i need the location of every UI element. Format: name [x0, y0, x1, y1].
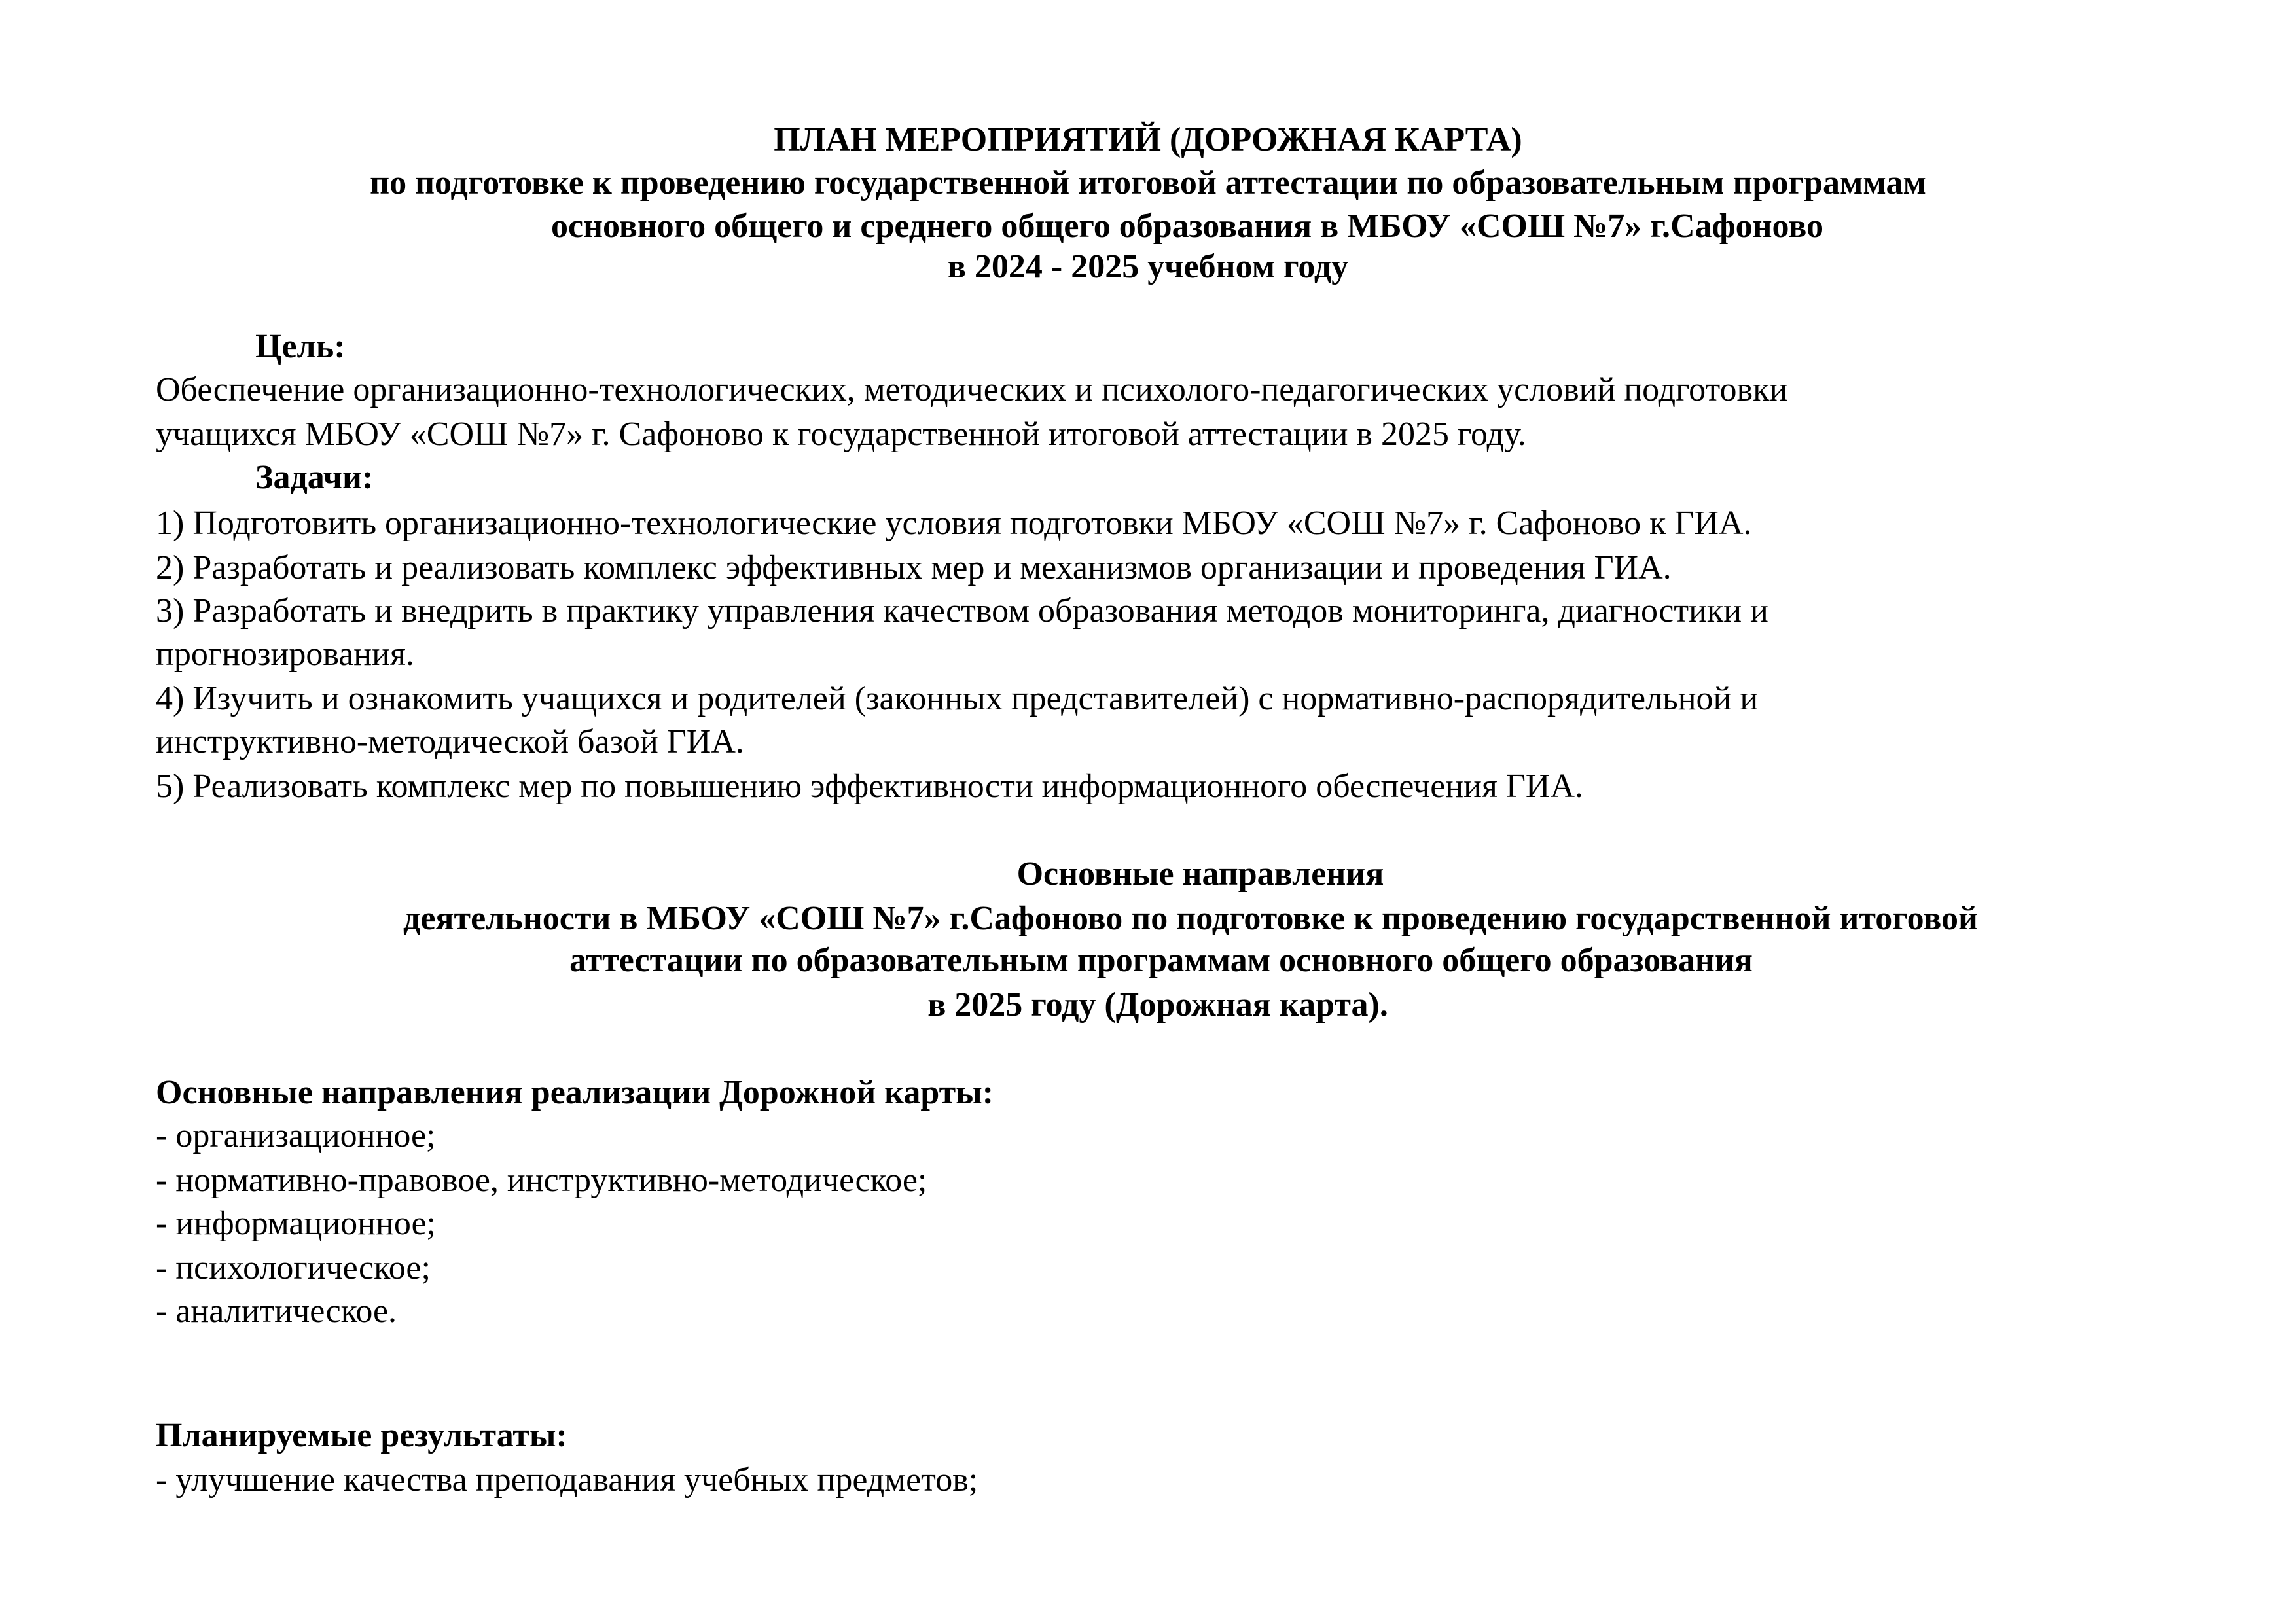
- direction-item: - информационное;: [156, 1205, 436, 1242]
- directions-subtitle-line-1: деятельности в МБОУ «СОШ №7» г.Сафоново по подготовке к проведению государственной итоговой: [403, 900, 1978, 937]
- task-item: 2) Разработать и реализовать комплекс эффективных мер и механизмов организации и проведения ГИА.: [156, 549, 1672, 586]
- task-item: 4) Изучить и ознакомить учащихся и родителей (законных представителей) с нормативно-распорядительной и: [156, 680, 1759, 717]
- document-title: ПЛАН МЕРОПРИЯТИЙ (ДОРОЖНАЯ КАРТА): [774, 121, 1522, 158]
- task-item: 5) Реализовать комплекс мер по повышению эффективности информационного обеспечения ГИА.: [156, 768, 1584, 805]
- direction-item: - организационное;: [156, 1117, 436, 1154]
- directions-list-heading: Основные направления реализации Дорожной карты:: [156, 1074, 994, 1111]
- goal-text-line-1: Обеспечение организационно-технологических, методических и психолого-педагогических условий подготовки: [156, 371, 1788, 408]
- document-subtitle-line-1: по подготовке к проведению государственной итоговой аттестации по образовательным программам: [370, 164, 1926, 202]
- directions-subtitle-line-2: аттестации по образовательным программам основного общего образования: [569, 942, 1753, 979]
- task-item: 3) Разработать и внедрить в практику управления качеством образования методов мониторинга, диагностики и: [156, 592, 1768, 630]
- document-subtitle-line-2: основного общего и среднего общего образования в МБОУ «СОШ №7» г.Сафоново: [551, 207, 1823, 245]
- document-subtitle-line-3: в 2024 - 2025 учебном году: [947, 248, 1349, 285]
- task-item-continuation: инструктивно-методической базой ГИА.: [156, 723, 744, 760]
- task-item-continuation: прогнозирования.: [156, 635, 414, 673]
- directions-title: Основные направления: [1016, 855, 1384, 893]
- tasks-heading: Задачи:: [255, 459, 374, 496]
- direction-item: - нормативно-правовое, инструктивно-методическое;: [156, 1162, 927, 1199]
- results-heading: Планируемые результаты:: [156, 1417, 567, 1454]
- direction-item: - аналитическое.: [156, 1293, 397, 1330]
- goal-text-line-2: учащихся МБОУ «СОШ №7» г. Сафоново к государственной итоговой аттестации в 2025 году.: [156, 416, 1526, 453]
- direction-item: - психологическое;: [156, 1249, 431, 1287]
- goal-heading: Цель:: [255, 328, 346, 365]
- task-item: 1) Подготовить организационно-технологические условия подготовки МБОУ «СОШ №7» г. Сафоново к ГИА.: [156, 505, 1752, 542]
- result-item: - улучшение качества преподавания учебных предметов;: [156, 1461, 978, 1499]
- directions-subtitle-line-3: в 2025 году (Дорожная карта).: [927, 986, 1388, 1024]
